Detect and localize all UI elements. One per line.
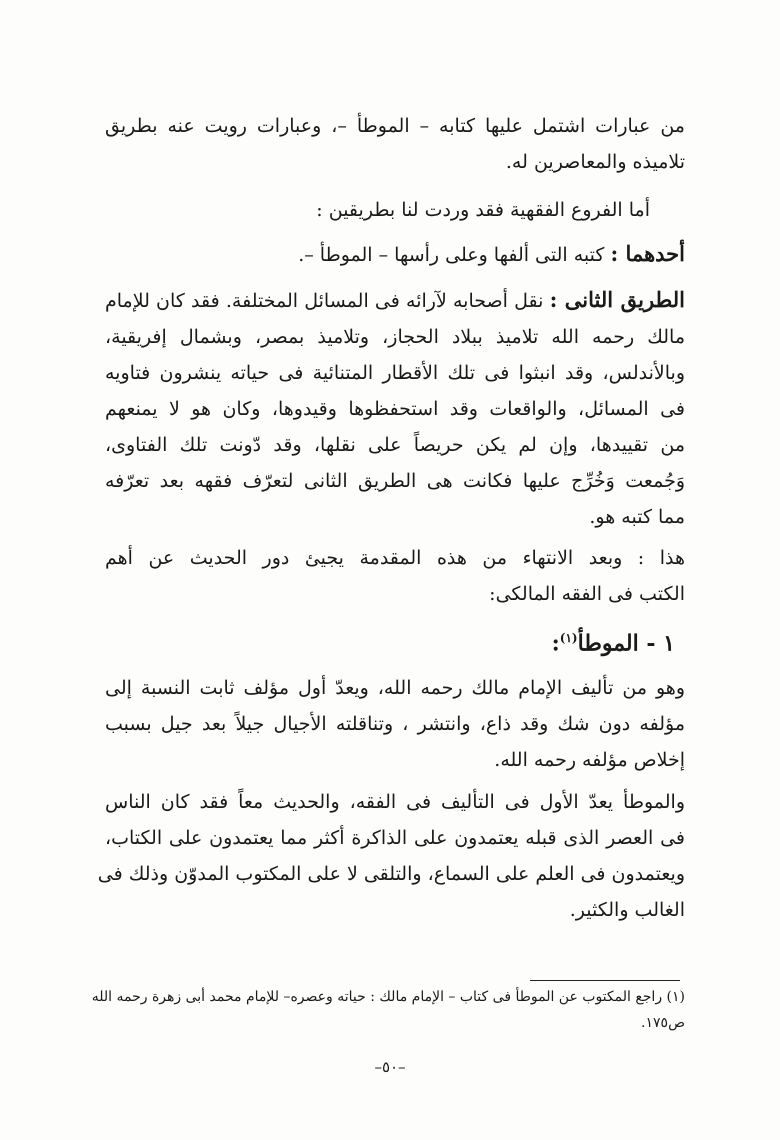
text-line: والموطأ يعدّ الأول فى التأليف فى الفقه، والحديث معاً فقد كان الناس — [105, 791, 685, 813]
text-line: مالك رحمه الله تلاميذ ببلاد الحجاز، وتلاميذ بمصر، وبشمال إفريقية، — [105, 326, 685, 348]
text-line: من عبارات اشتمل عليها كتابه – الموطأ –، وعبارات رويت عنه بطريق — [105, 115, 685, 137]
text-line: تلاميذه والمعاصرين له. — [505, 151, 685, 173]
paragraph-first-way — [105, 236, 685, 273]
footnote — [91, 984, 685, 1036]
section-heading-muwatta — [552, 620, 675, 661]
text-line: إخلاص مؤلفه رحمه الله. — [494, 749, 685, 771]
page-number: –٥٠– — [374, 1058, 406, 1076]
text-line: الغالب والكثير. — [569, 899, 685, 921]
heading-text: ١ - الموطأ — [577, 630, 675, 657]
paragraph-muwatta-author — [105, 670, 685, 778]
paragraph-transition — [105, 540, 685, 612]
second-way-text: نقل أصحابه لآرائه فى المسائل المختلفة. فقد كان للإمام — [105, 290, 544, 312]
footnote-line: ص١٧٥. — [641, 1015, 685, 1031]
text-line: مما كتبه هو. — [589, 506, 685, 528]
paragraph-intro-continuation — [105, 108, 685, 180]
text-line: من تقييدها، وإن لم يكن حريصاً على نقلها، وقد دّونت تلك الفتاوى، — [105, 434, 685, 456]
paragraph-branches — [105, 192, 650, 228]
text-line: فى العصر الذى قبله يعتمدون على الذاكرة أكثر مما يعتمدون على الكتاب، — [105, 827, 685, 849]
text-line: وبالأندلس، وقد انبثوا فى تلك الأقطار المتنائية فى حياته ينشرون فتاويه — [105, 362, 685, 384]
text-line: هذا : وبعد الانتهاء من هذه المقدمة يجيئ دور الحديث عن أهم — [105, 547, 685, 569]
paragraph-second-way — [105, 282, 685, 535]
footnote-reference: (١) — [559, 631, 578, 645]
text-line: الكتب فى الفقه المالكى: — [489, 583, 685, 605]
text-line: وهو من تأليف الإمام مالك رحمه الله، ويعدّ أول مؤلف ثابت النسبة إلى — [105, 677, 685, 699]
text-line: أما الفروع الفقهية فقد وردت لنا بطريقين : — [316, 199, 650, 221]
text-line: فى المسائل، والواقعات وقد استحفظوها وقيدوها، وكان هو لا يمنعهم — [105, 398, 685, 420]
footnote-line: (١) راجع المكتوب عن الموطأ فى كتاب – الإمام مالك : حياته وعصره– للإمام محمد أبى زهرة رحمه الله — [91, 989, 685, 1005]
footnote-divider — [530, 980, 680, 981]
text-line — [105, 236, 685, 273]
text-line: وَجُمعت وَخُرِّج عليها فكانت هى الطريق الثانى لتعرّف فقهه بعد تعرّفه — [105, 470, 685, 492]
paragraph-muwatta-first — [97, 784, 685, 928]
text-line: ويعتمدون فى العلم على السماع، والتلقى لا على المكتوب المدوّن وذلك فى — [97, 863, 685, 885]
text-line: مؤلفه دون شك وقد ذاع، وانتشر ، وتناقلته الأجيال جيلاً بعد جيل بسبب — [105, 713, 685, 735]
first-way-text: كتبه التى ألفها وعلى رأسها – الموطأ –. — [298, 244, 605, 266]
second-way-label: الطريق الثانى : — [549, 287, 685, 312]
first-way-label: أحدهما : — [610, 241, 685, 266]
heading-suffix: : — [551, 630, 560, 657]
text-line — [105, 282, 685, 319]
